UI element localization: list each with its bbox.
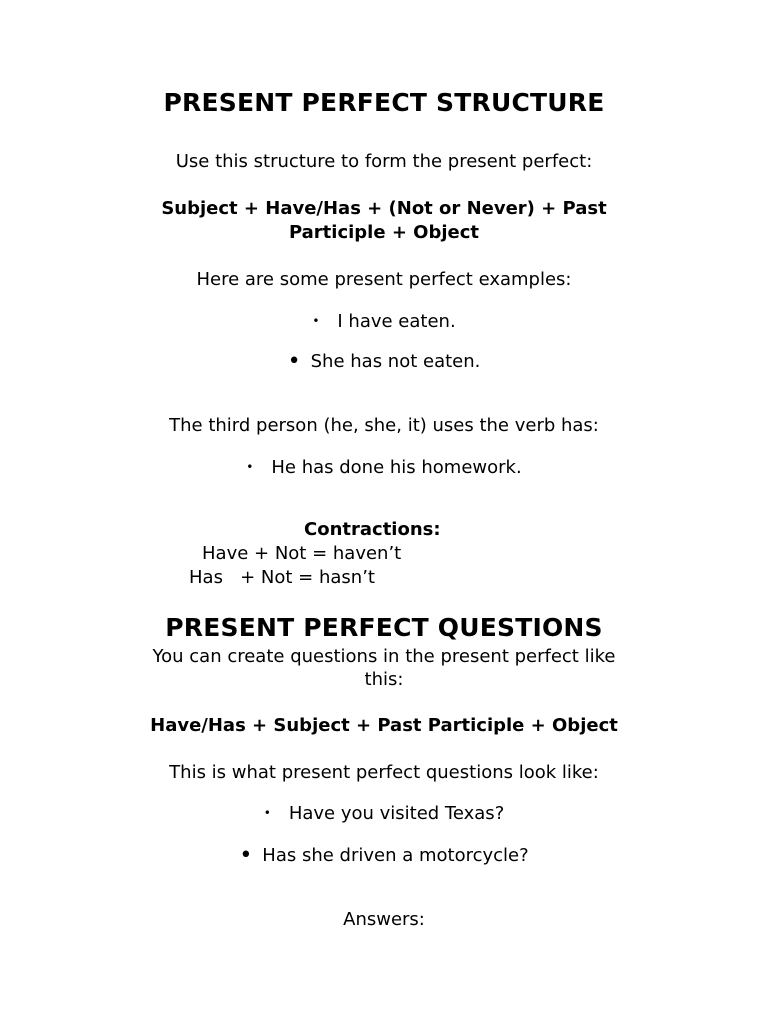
list-item — [0, 455, 768, 480]
bullet-icon: • — [246, 460, 254, 474]
questions-examples-intro: This is what present perfect questions look like: — [169, 762, 599, 783]
list-item-text: Has she driven a motorcycle? — [262, 845, 529, 866]
list-item-text: She has not eaten. — [310, 351, 481, 372]
bullet-icon: • — [287, 349, 301, 374]
bullet-icon: • — [239, 843, 253, 868]
list-item — [0, 801, 768, 826]
questions-intro-line1: You can create questions in the present perfect like — [152, 646, 616, 667]
structure-formula-line2: Participle + Object — [288, 222, 480, 243]
section-title-structure: PRESENT PERFECT STRUCTURE — [163, 88, 605, 117]
contractions-heading: Contractions: — [304, 519, 441, 540]
list-item-text: He has done his homework. — [271, 457, 522, 478]
questions-intro-line2: this: — [364, 669, 404, 690]
section-title-questions: PRESENT PERFECT QUESTIONS — [165, 613, 603, 642]
questions-formula: Have/Has + Subject + Past Participle + Object — [150, 715, 618, 736]
structure-intro: Use this structure to form the present perfect: — [175, 151, 593, 172]
list-item-text: I have eaten. — [337, 311, 456, 332]
structure-formula-line1: Subject + Have/Has + (Not or Never) + Past — [161, 198, 607, 219]
list-item — [0, 844, 768, 868]
contraction-line: Has + Not = hasn’t — [189, 567, 375, 588]
list-item — [0, 309, 768, 334]
list-item-text: Have you visited Texas? — [288, 803, 505, 824]
bullet-icon: • — [312, 314, 320, 328]
list-item — [0, 350, 768, 374]
examples-intro: Here are some present perfect examples: — [196, 269, 572, 290]
contraction-line: Have + Not = haven’t — [202, 543, 402, 564]
third-person-intro: The third person (he, she, it) uses the verb has: — [169, 415, 599, 436]
bullet-icon: • — [263, 806, 271, 820]
answers-label: Answers: — [343, 909, 425, 930]
